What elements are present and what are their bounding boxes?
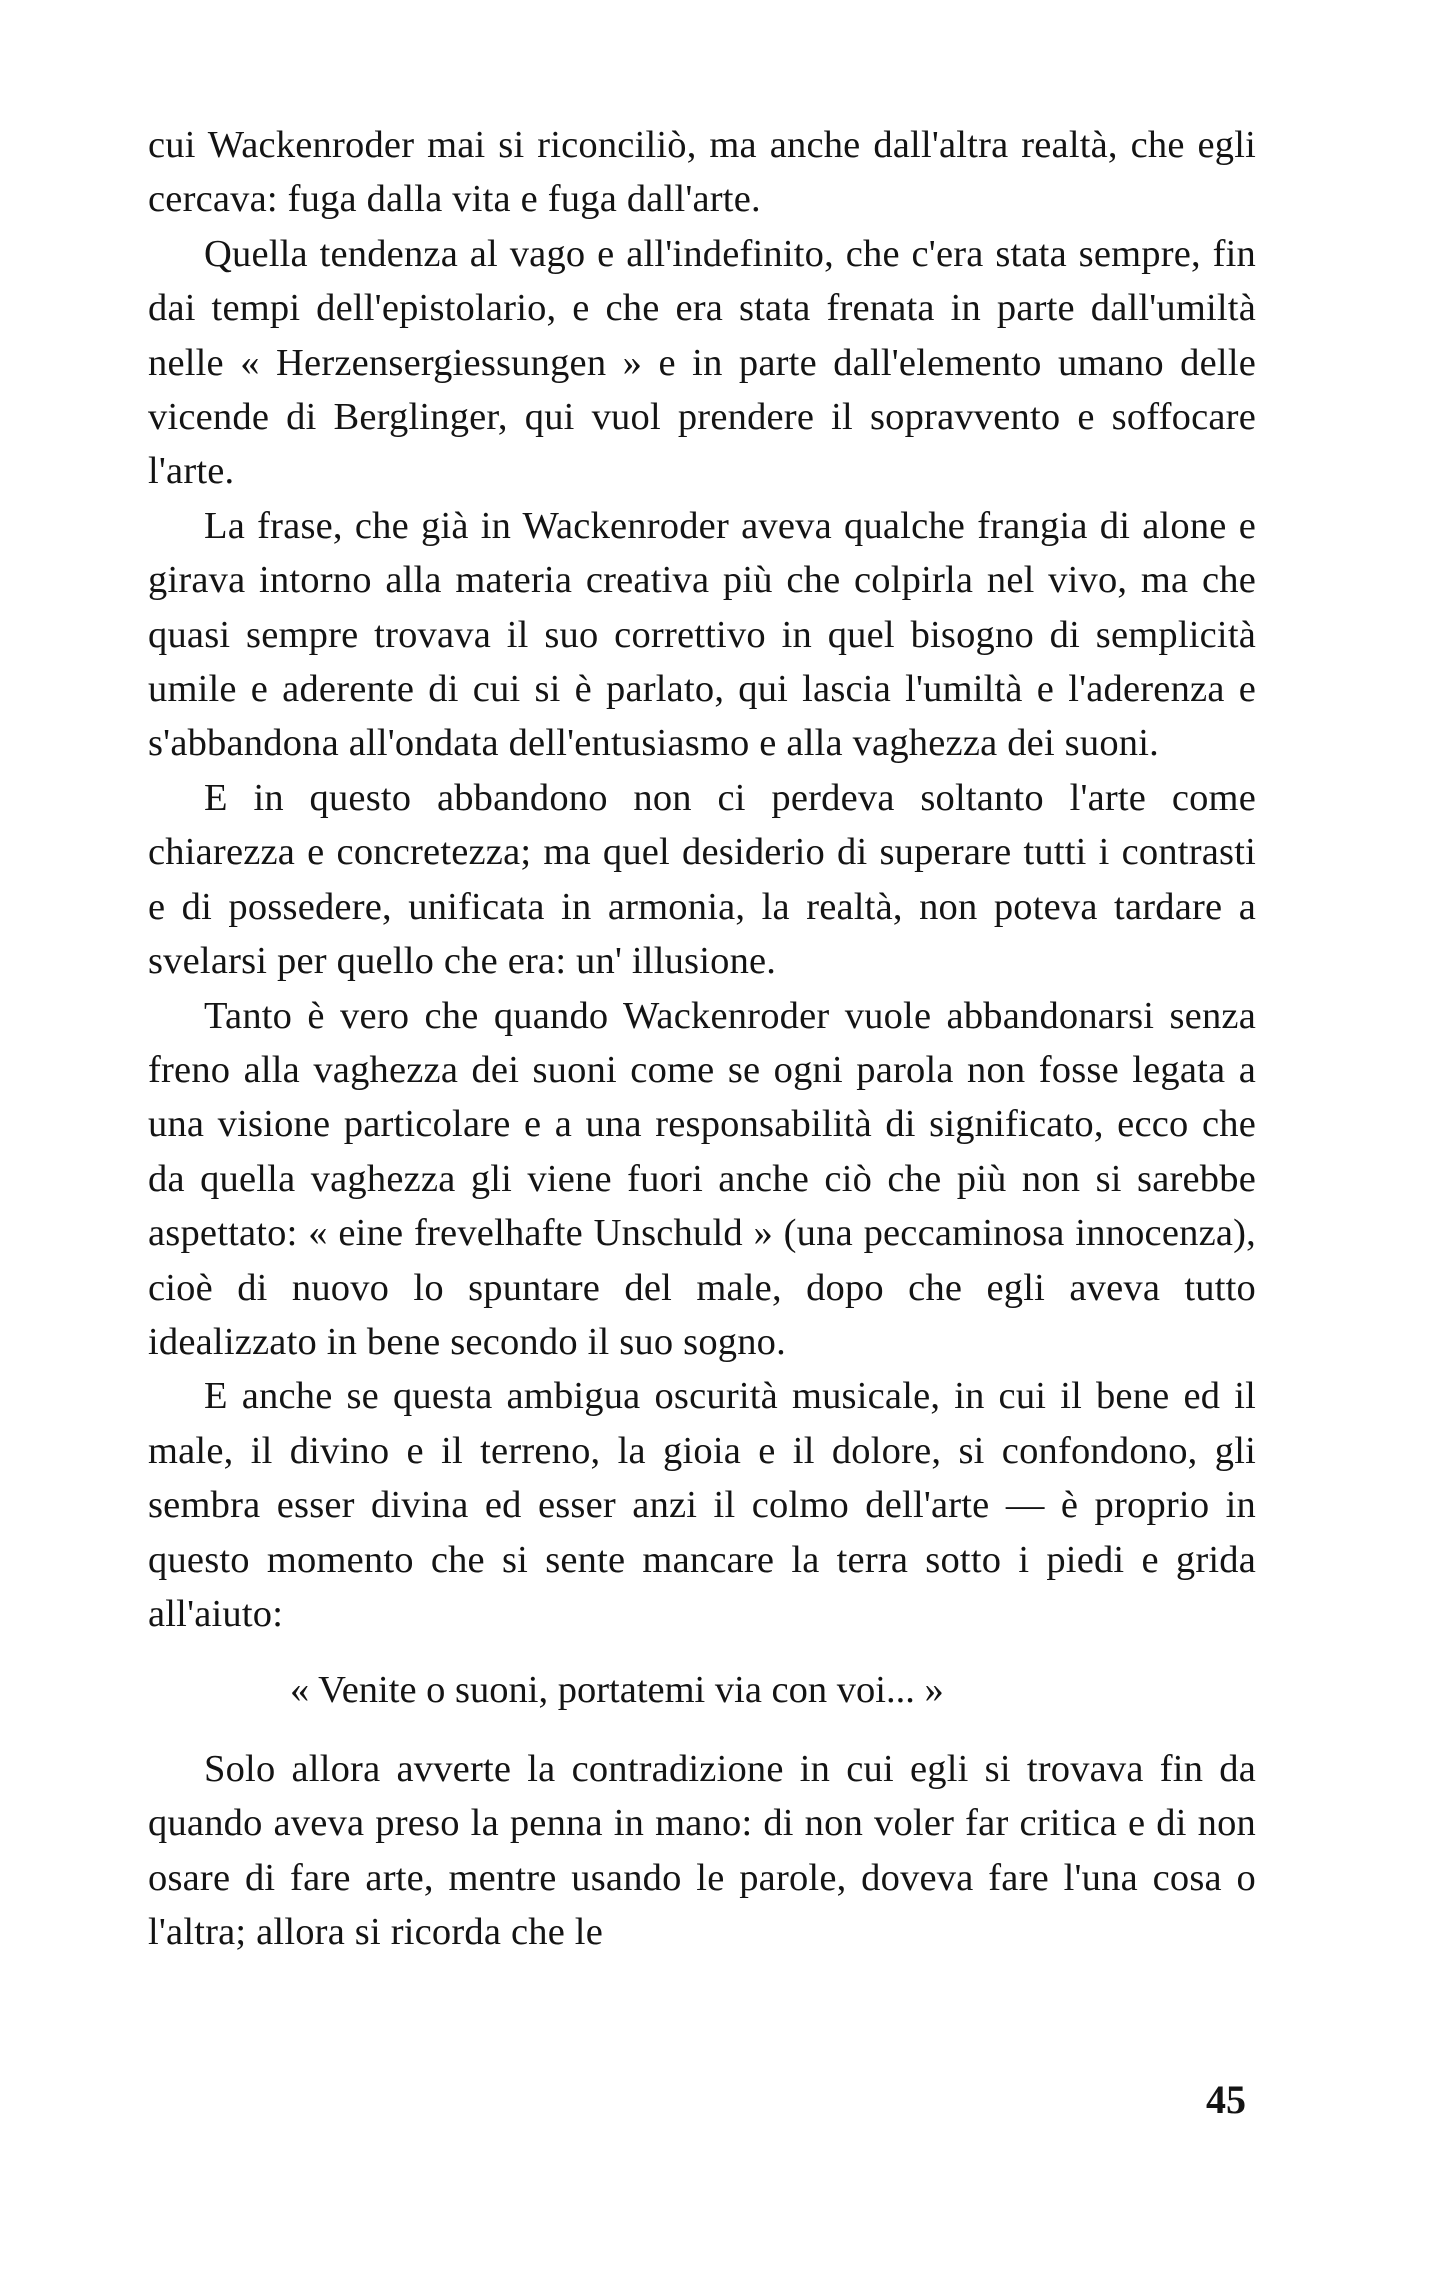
paragraph-5: Tanto è vero che quando Wackenroder vuole abbandonarsi senza freno alla vaghezza dei suoni come se ogni parola non fosse legata a una visione particolare e a una responsabilità di significato, ecco che da quella vaghezza gli viene fuori anche ciò che più non si sarebbe aspettato: « eine frevelhafte Unschuld » (una peccaminosa innocenza), cioè di nuovo lo spuntare del male, dopo che egli aveva tutto idealizzato in bene secondo il suo sogno. bbox=[148, 994, 1256, 1363]
block-quote: « Venite o suoni, portatemi via con voi... » bbox=[290, 1669, 944, 1712]
paragraph-2: Quella tendenza al vago e all'indefinito, che c'era stata sempre, fin dai tempi dell'epistolario, e che era stata frenata in parte dall'umiltà nelle « Herzensergiessungen » e in parte dall'elemento umano delle vicende di Berglinger, qui vuol prendere il sopravvento e soffocare l'arte. bbox=[148, 232, 1256, 493]
paragraph-4: E in questo abbandono non ci perdeva soltanto l'arte come chiarezza e concretezza; ma quel desiderio di superare tutti i contrasti e di possedere, unificata in armonia, la realtà, non poteva tardare a svelarsi per quello che era: un' illusione. bbox=[148, 776, 1256, 983]
paragraph-3: La frase, che già in Wackenroder aveva qualche frangia di alone e girava intorno alla materia creativa più che colpirla nel vivo, ma che quasi sempre trovava il suo correttivo in quel bisogno di semplicità umile e aderente di cui si è parlato, qui lascia l'umiltà e l'aderenza e s'abbandona all'ondata dell'entusiasmo e alla vaghezza dei suoni. bbox=[148, 504, 1256, 765]
paragraph-6: E anche se questa ambigua oscurità musicale, in cui il bene ed il male, il divino e il terreno, la gioia e il dolore, si confondono, gli sembra esser divina ed esser anzi il colmo dell'arte — è proprio in questo momento che si sente mancare la terra sotto i piedi e grida all'aiuto: bbox=[148, 1375, 1256, 1635]
closing-paragraph: Solo allora avverte la contradizione in cui egli si trovava fin da quando aveva preso la penna in mano: di non voler far critica e di non osare di fare arte, mentre usando le parole, doveva fare l'una cosa o l'altra; allora si ricorda che le bbox=[148, 1747, 1256, 1953]
page-body bbox=[148, 118, 1256, 1959]
page-number: 45 bbox=[1206, 2077, 1246, 2122]
paragraph-1: cui Wackenroder mai si riconciliò, ma anche dall'altra realtà, che egli cercava: fuga dalla vita e fuga dall'arte. bbox=[148, 124, 1256, 221]
